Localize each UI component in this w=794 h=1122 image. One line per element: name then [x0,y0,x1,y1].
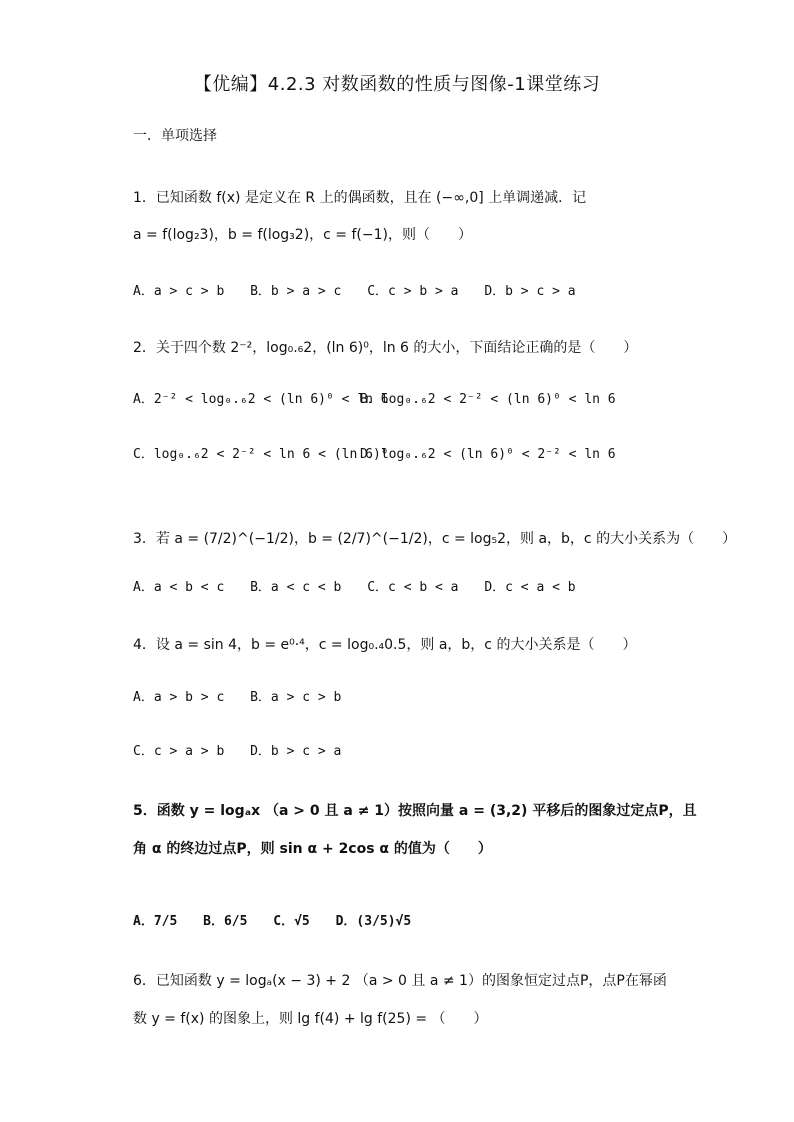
question-1-option-b: B．b > a > c [250,284,342,299]
question-4-option-a: A．a > b > c [133,690,225,705]
question-3-option-a: A．a < b < c [133,580,225,595]
question-6-line-2: 数 y = f(x) 的图象上，则 lg f(4) + lg f(25) = （ ） [133,1011,488,1027]
question-1-option-c: C．c > b > a [367,284,459,299]
question-3-line-1: 3．若 a = (7/2)^(−1/2)，b = (2/7)^(−1/2)，c = log₅2，则 a，b，c 的大小关系为（ ） [133,531,737,547]
question-2-option-a: A．2⁻² < log₀.₆2 < (ln 6)⁰ < ln 6 [133,392,389,407]
question-1-line-1: 1．已知函数 f(x) 是定义在 R 上的偶函数，且在 (−∞,0] 上单调递减．记 [133,190,587,206]
question-1-options [133,280,576,299]
question-2-option-d: D．log₀.₆2 < (ln 6)⁰ < 2⁻² < ln 6 [360,447,616,462]
page-title: 【优编】4.2.3 对数函数的性质与图像-1课堂练习 [193,74,601,95]
question-5-option-c: C．√5 [273,914,310,929]
question-4-line-1: 4．设 a = sin 4，b = e⁰·⁴，c = log₀.₄0.5，则 a，b，c 的大小关系是（ ） [133,637,637,653]
question-5-line-1: 5．函数 y = logₐx （a > 0 且 a ≠ 1）按照向量 a = (3,2) 平移后的图象过定点P，且 [133,803,697,819]
question-1-option-d: D．b > c > a [484,284,576,299]
question-5-option-d: D．(3/5)√5 [335,914,412,929]
question-5-option-a: A．7/5 [133,914,178,929]
question-4-options-row-2 [133,740,341,759]
question-5-line-2: 角 α 的终边过点P，则 sin α + 2cos α 的值为（ ） [133,841,492,857]
question-4-option-c: C．c > a > b [133,744,225,759]
question-3-options [133,576,576,595]
question-4-option-d: D．b > c > a [250,744,342,759]
question-2-option-b: B．log₀.₆2 < 2⁻² < (ln 6)⁰ < ln 6 [360,392,616,407]
question-6-line-1: 6．已知函数 y = logₐ(x − 3) + 2 （a > 0 且 a ≠ 1）的图象恒定过点P，点P在幂函 [133,973,667,989]
question-2-line-1: 2．关于四个数 2⁻²，log₀.₆2，(ln 6)⁰，ln 6 的大小，下面结论正确的是（ ） [133,340,638,356]
question-3-option-b: B．a < c < b [250,580,342,595]
question-4-options-row-1 [133,686,341,705]
question-5-option-b: B．6/5 [203,914,248,929]
question-3-option-d: D．c < a < b [484,580,576,595]
question-1-option-a: A．a > c > b [133,284,225,299]
question-2-option-c: C．log₀.₆2 < 2⁻² < ln 6 < (ln 6)⁰ [133,447,389,462]
question-3-option-c: C．c < b < a [367,580,459,595]
question-1-line-2: a = f(log₂3)，b = f(log₃2)，c = f(−1)，则（ ） [133,227,472,243]
section-heading: 一．单项选择 [133,128,217,144]
question-5-options [133,910,411,929]
question-4-option-b: B．a > c > b [250,690,342,705]
